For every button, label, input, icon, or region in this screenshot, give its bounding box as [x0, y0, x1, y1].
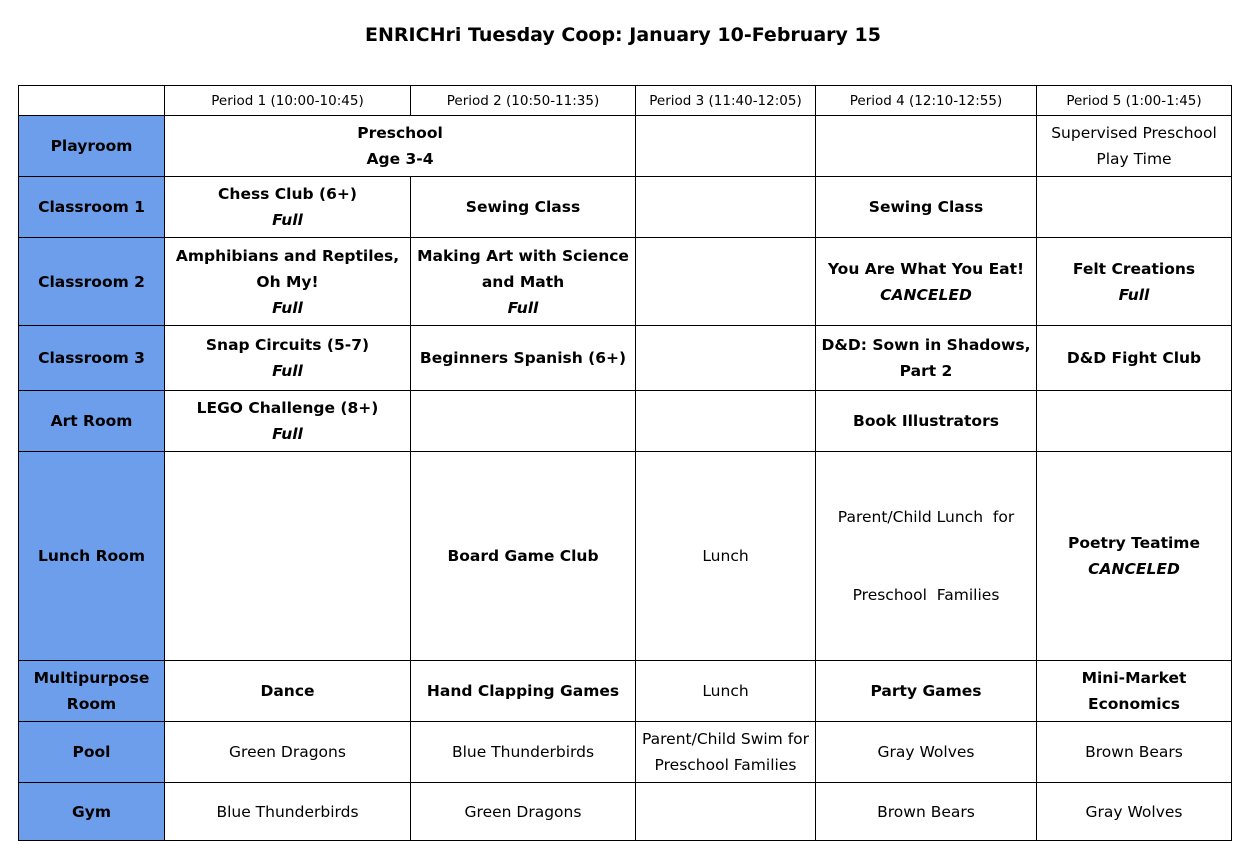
- session-cell: Dance: [165, 661, 411, 722]
- session-cell: [165, 238, 411, 326]
- session-title: Part 2: [899, 362, 953, 380]
- session-title: Making Art with Science: [417, 246, 629, 265]
- room-label-line: Multipurpose: [33, 669, 150, 687]
- session-cell: Lunch: [636, 452, 816, 661]
- session-cell: Brown Bears: [1037, 722, 1232, 783]
- period-header-5: Period 5 (1:00-1:45): [1037, 86, 1232, 116]
- session-cell: Brown Bears: [816, 783, 1037, 841]
- room-label: [19, 661, 165, 722]
- session-cell: [165, 177, 411, 238]
- room-label: Playroom: [19, 116, 165, 177]
- empty-cell: [636, 116, 816, 177]
- status-label: Full: [272, 211, 303, 229]
- status-label: Full: [272, 425, 303, 443]
- session-title: Preschool Families: [852, 586, 1000, 604]
- empty-cell: [816, 116, 1037, 177]
- schedule-table: [18, 85, 1232, 841]
- session-cell: [816, 452, 1037, 661]
- session-title: You Are What You Eat!: [827, 259, 1025, 278]
- table-row: [19, 722, 1232, 783]
- room-label-line: Room: [66, 695, 117, 713]
- session-title: and Math: [481, 272, 565, 291]
- header-row: [19, 86, 1232, 116]
- empty-cell: [636, 783, 816, 841]
- session-cell: [816, 238, 1037, 326]
- session-title: Chess Club (6+): [218, 185, 357, 203]
- empty-cell: [1037, 391, 1232, 452]
- empty-cell: [1037, 177, 1232, 238]
- session-cell: [816, 326, 1037, 391]
- status-label: Full: [507, 298, 539, 317]
- room-label: Classroom 2: [19, 238, 165, 326]
- session-cell: Beginners Spanish (6+): [411, 326, 636, 391]
- room-label: Lunch Room: [19, 452, 165, 661]
- session-cell: Blue Thunderbirds: [165, 783, 411, 841]
- status-label: CANCELED: [880, 285, 972, 304]
- session-cell: [1037, 238, 1232, 326]
- corner-cell: [19, 86, 165, 116]
- session-cell: Blue Thunderbirds: [411, 722, 636, 783]
- room-label: Classroom 1: [19, 177, 165, 238]
- session-cell: [165, 391, 411, 452]
- empty-cell: [165, 452, 411, 661]
- table-row: [19, 452, 1232, 661]
- status-label: Full: [272, 362, 303, 380]
- session-title: Felt Creations: [1072, 259, 1196, 278]
- session-title: Oh My!: [256, 272, 319, 291]
- table-row: [19, 391, 1232, 452]
- session-title: Parent/Child Lunch for: [837, 508, 1015, 526]
- session-cell: [1037, 661, 1232, 722]
- session-cell: Gray Wolves: [1037, 783, 1232, 841]
- period-header-2: Period 2 (10:50-11:35): [411, 86, 636, 116]
- session-title: Poetry Teatime: [1068, 534, 1200, 552]
- session-title: Preschool: [357, 124, 443, 142]
- session-title: Parent/Child Swim for: [641, 730, 810, 748]
- session-cell: [165, 326, 411, 391]
- session-cell: [1037, 116, 1232, 177]
- period-header-1: Period 1 (10:00-10:45): [165, 86, 411, 116]
- session-cell: D&D Fight Club: [1037, 326, 1232, 391]
- table-row: [19, 783, 1232, 841]
- session-cell: Sewing Class: [411, 177, 636, 238]
- session-title: Snap Circuits (5-7): [205, 336, 370, 354]
- table-row: [19, 661, 1232, 722]
- session-title: Supervised Preschool: [1051, 124, 1217, 142]
- session-title: Amphibians and Reptiles,: [175, 246, 400, 265]
- session-cell: [636, 722, 816, 783]
- table-row: [19, 177, 1232, 238]
- session-cell: [1037, 452, 1232, 661]
- table-row: [19, 238, 1232, 326]
- table-row: [19, 326, 1232, 391]
- session-cell: Board Game Club: [411, 452, 636, 661]
- session-cell: Gray Wolves: [816, 722, 1037, 783]
- session-title: Age 3-4: [366, 150, 434, 168]
- session-title: Mini-Market: [1081, 669, 1187, 687]
- session-cell: [411, 238, 636, 326]
- session-cell: Book Illustrators: [816, 391, 1037, 452]
- empty-cell: [636, 391, 816, 452]
- session-title: Play Time: [1096, 150, 1172, 168]
- page-title: ENRICHri Tuesday Coop: January 10-February 15: [365, 24, 881, 46]
- room-label: Pool: [19, 722, 165, 783]
- room-label: Art Room: [19, 391, 165, 452]
- empty-cell: [411, 391, 636, 452]
- status-label: CANCELED: [1088, 560, 1180, 578]
- session-cell: Green Dragons: [165, 722, 411, 783]
- status-label: Full: [272, 298, 303, 317]
- empty-cell: [636, 326, 816, 391]
- session-cell: Lunch: [636, 661, 816, 722]
- period-header-4: Period 4 (12:10-12:55): [816, 86, 1037, 116]
- session-title: Economics: [1088, 695, 1180, 713]
- status-label: Full: [1118, 285, 1150, 304]
- session-cell: Sewing Class: [816, 177, 1037, 238]
- room-label: Classroom 3: [19, 326, 165, 391]
- session-title: D&D: Sown in Shadows,: [821, 336, 1031, 354]
- session-cell: Party Games: [816, 661, 1037, 722]
- session-title: Preschool Families: [654, 756, 797, 774]
- period-header-3: Period 3 (11:40-12:05): [636, 86, 816, 116]
- session-cell: Hand Clapping Games: [411, 661, 636, 722]
- room-label: Gym: [19, 783, 165, 841]
- empty-cell: [636, 238, 816, 326]
- session-title: LEGO Challenge (8+): [196, 399, 379, 417]
- session-cell: [165, 116, 636, 177]
- session-cell: Green Dragons: [411, 783, 636, 841]
- empty-cell: [636, 177, 816, 238]
- table-row: [19, 116, 1232, 177]
